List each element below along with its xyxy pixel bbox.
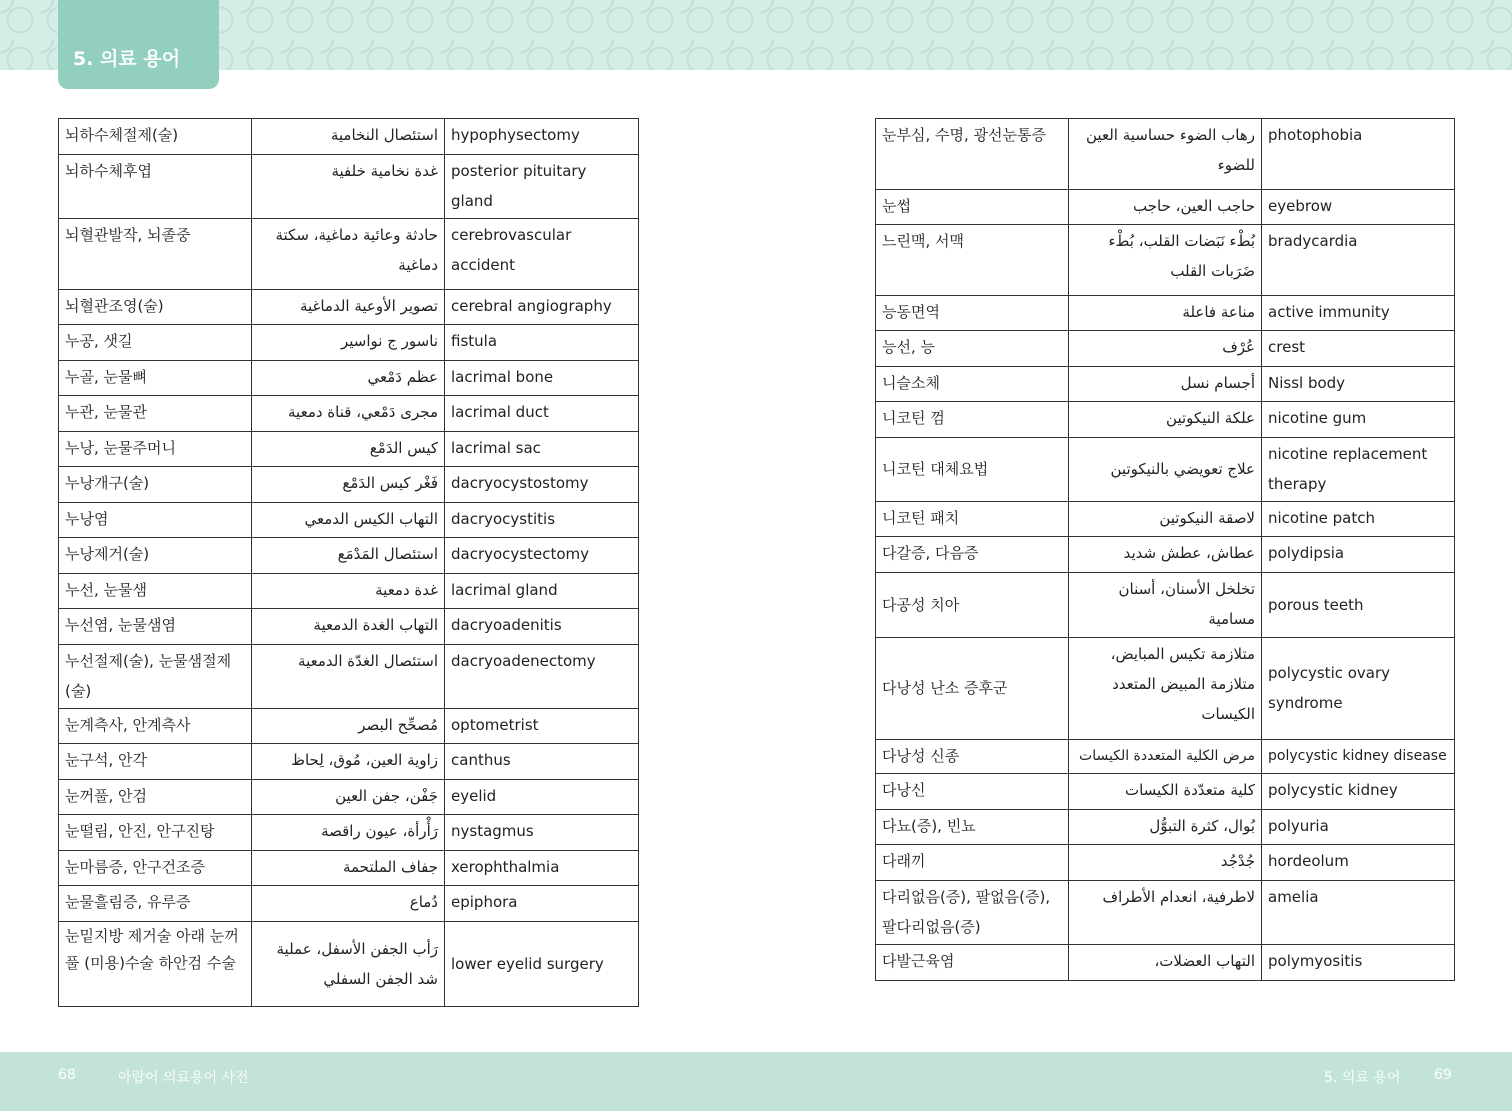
english-term: xerophthalmia: [445, 851, 639, 886]
arabic-term: غدة نخامية خلفية: [252, 155, 445, 219]
korean-term: 누낭제거(술): [59, 538, 252, 574]
table-row: [876, 190, 1455, 225]
arabic-term: لاطرفية، انعدام الأطراف: [1069, 881, 1262, 945]
arabic-term: جَفْن، جفن العين: [252, 780, 445, 815]
arabic-term: ناسور ج نواسير: [252, 325, 445, 361]
page-footer: [0, 1052, 1512, 1111]
english-term: eyebrow: [1262, 190, 1455, 225]
arabic-term: بُوال، كثرة التبوُّل: [1069, 810, 1262, 845]
english-term: lacrimal gland: [445, 574, 639, 609]
table-row: [59, 815, 639, 851]
english-term: dacryoadenitis: [445, 609, 639, 645]
table-row: [876, 367, 1455, 402]
english-term: nicotine replacement therapy: [1262, 438, 1455, 502]
table-row: [876, 438, 1455, 502]
korean-term: 눈마름증, 안구건조증: [59, 851, 252, 886]
header-pattern-band: [0, 0, 1512, 70]
english-term: lacrimal duct: [445, 396, 639, 432]
english-term: Nissl body: [1262, 367, 1455, 402]
table-row: [876, 845, 1455, 881]
english-term: dacryocystostomy: [445, 467, 639, 503]
arabic-term: كلية متعدّدة الكيسات: [1069, 774, 1262, 810]
arabic-term: التهاب الكيس الدمعي: [252, 503, 445, 538]
korean-term: 다래끼: [876, 845, 1069, 881]
korean-term: 다리없음(증), 팔없음(증), 팔다리없음(증): [876, 881, 1069, 945]
chapter-footer-title: 5. 의료 용어: [1324, 1070, 1401, 1086]
table-row: [59, 361, 639, 396]
korean-term: 눈떨림, 안진, 안구진탕: [59, 815, 252, 851]
korean-term: 누골, 눈물뼈: [59, 361, 252, 396]
english-term: bradycardia: [1262, 225, 1455, 296]
table-row: [59, 645, 639, 709]
korean-term: 능선, 능: [876, 331, 1069, 367]
arabic-term: لاصقة النيكوتين: [1069, 502, 1262, 537]
table-row: [59, 886, 639, 922]
chapter-title: 5. 의료 용어: [73, 48, 181, 70]
table-row: [876, 296, 1455, 331]
arabic-term: تصوير الأوعية الدماغية: [252, 290, 445, 325]
korean-term: 니코틴 대체요법: [876, 438, 1069, 502]
table-row: [876, 573, 1455, 638]
arabic-term: كيس الدَمْع: [252, 432, 445, 467]
english-term: dacryoadenectomy: [445, 645, 639, 709]
table-row: [876, 810, 1455, 845]
table-row: [59, 922, 639, 1007]
arabic-term: تخلخل الأسنان، أسنان مسامية: [1069, 573, 1262, 638]
english-term: optometrist: [445, 709, 639, 744]
arabic-term: استئصال الغدّة الدمعية: [252, 645, 445, 709]
korean-term: 눈물흘림증, 유루증: [59, 886, 252, 922]
korean-term: 다갈증, 다음증: [876, 537, 1069, 573]
english-term: polymyositis: [1262, 945, 1455, 981]
arabic-term: عُرْف: [1069, 331, 1262, 367]
table-row: [59, 119, 639, 155]
korean-term: 누낭, 눈물주머니: [59, 432, 252, 467]
table-row: [876, 402, 1455, 438]
table-row: [59, 609, 639, 645]
korean-term: 눈꺼풀, 안검: [59, 780, 252, 815]
korean-term: 니슬소체: [876, 367, 1069, 402]
table-row: [59, 744, 639, 780]
english-term: dacryocystitis: [445, 503, 639, 538]
right-page-number: 69: [1434, 1067, 1452, 1083]
korean-term: 누관, 눈물관: [59, 396, 252, 432]
arabic-term: حادثة وعائية دماغية، سكتة دماغية: [252, 219, 445, 290]
english-term: crest: [1262, 331, 1455, 367]
english-term: lower eyelid surgery: [445, 922, 639, 1007]
arabic-term: فَغْر كيس الدَمْع: [252, 467, 445, 503]
table-row: [59, 503, 639, 538]
english-term: nystagmus: [445, 815, 639, 851]
korean-term: 눈계측사, 안계측사: [59, 709, 252, 744]
table-row: [59, 851, 639, 886]
arabic-term: رهاب الضوء حساسية العين للضوء: [1069, 119, 1262, 190]
arabic-term: غدة دمعية: [252, 574, 445, 609]
korean-term: 니코틴 껌: [876, 402, 1069, 438]
table-row: [59, 709, 639, 744]
english-term: porous teeth: [1262, 573, 1455, 638]
chapter-tab: [58, 0, 219, 89]
english-term: active immunity: [1262, 296, 1455, 331]
table-row: [59, 219, 639, 290]
english-term: lacrimal sac: [445, 432, 639, 467]
english-term: photophobia: [1262, 119, 1455, 190]
korean-term: 누선절제(술), 눈물샘절제(술): [59, 645, 252, 709]
arabic-term: علكة النيكوتين: [1069, 402, 1262, 438]
table-row: [59, 780, 639, 815]
table-row: [59, 467, 639, 503]
book-title: 아랍어 의료용어 사전: [118, 1070, 249, 1086]
table-row: [876, 502, 1455, 537]
korean-term: 누낭염: [59, 503, 252, 538]
table-row: [59, 432, 639, 467]
table-row: [59, 396, 639, 432]
korean-term: 누선, 눈물샘: [59, 574, 252, 609]
table-row: [876, 537, 1455, 573]
english-term: polycystic kidney: [1262, 774, 1455, 810]
arabic-term: استئصال النخامية: [252, 119, 445, 155]
table-row: [876, 774, 1455, 810]
arabic-term: دُماع: [252, 886, 445, 922]
korean-term: 뇌하수체절제(술): [59, 119, 252, 155]
english-term: canthus: [445, 744, 639, 780]
arabic-term: التهاب العضلات،: [1069, 945, 1262, 981]
table-row: [876, 740, 1455, 774]
arabic-term: أجسام نسل: [1069, 367, 1262, 402]
table-row: [59, 155, 639, 219]
table-row: [876, 638, 1455, 740]
english-term: eyelid: [445, 780, 639, 815]
english-term: cerebral angiography: [445, 290, 639, 325]
arabic-term: التهاب الغدة الدمعية: [252, 609, 445, 645]
english-term: polycystic kidney disease: [1262, 740, 1455, 774]
korean-term: 다낭성 난소 증후군: [876, 638, 1069, 740]
korean-term: 다뇨(증), 빈뇨: [876, 810, 1069, 845]
korean-term: 누선염, 눈물샘염: [59, 609, 252, 645]
left-page-number: 68: [58, 1067, 76, 1083]
korean-term: 니코틴 패치: [876, 502, 1069, 537]
table-row: [59, 538, 639, 574]
korean-term: 다발근육염: [876, 945, 1069, 981]
korean-term: 다공성 치아: [876, 573, 1069, 638]
table-row: [59, 325, 639, 361]
arabic-term: استئصال المَدْمَع: [252, 538, 445, 574]
arabic-term: جُدْجُد: [1069, 845, 1262, 881]
table-row: [876, 331, 1455, 367]
arabic-term: رَأْرأة، عيون راقصة: [252, 815, 445, 851]
korean-term: 뇌혈관발작, 뇌졸중: [59, 219, 252, 290]
korean-term: 눈밑지방 제거술 아래 눈꺼풀 (미용)수술 하안검 수술: [59, 922, 252, 1007]
korean-term: 눈부심, 수명, 광선눈통증: [876, 119, 1069, 190]
arabic-term: بُطْء نَبَضات القلب، بُطْء ضَرَبات القلب: [1069, 225, 1262, 296]
korean-term: 다낭성 신종: [876, 740, 1069, 774]
arabic-term: زاوية العين، مُوق، لِحاظ: [252, 744, 445, 780]
english-term: posterior pituitary gland: [445, 155, 639, 219]
arabic-term: مرض الكلية المتعددة الكيسات: [1069, 740, 1262, 774]
english-term: cerebrovascular accident: [445, 219, 639, 290]
english-term: fistula: [445, 325, 639, 361]
arabic-term: جفاف الملتحمة: [252, 851, 445, 886]
english-term: hordeolum: [1262, 845, 1455, 881]
korean-term: 뇌혈관조영(술): [59, 290, 252, 325]
korean-term: 능동면역: [876, 296, 1069, 331]
english-term: polycystic ovary syndrome: [1262, 638, 1455, 740]
korean-term: 눈썹: [876, 190, 1069, 225]
korean-term: 누낭개구(술): [59, 467, 252, 503]
arabic-term: عطاش، عطش شديد: [1069, 537, 1262, 573]
english-term: amelia: [1262, 881, 1455, 945]
arabic-term: رَأب الجفن الأسفل، عملية شد الجفن السفلي: [252, 922, 445, 1007]
table-row: [59, 290, 639, 325]
arabic-term: مُصحِّح البصر: [252, 709, 445, 744]
korean-term: 누공, 샛길: [59, 325, 252, 361]
table-row: [876, 881, 1455, 945]
table-row: [59, 574, 639, 609]
arabic-term: علاج تعويضي بالنيكوتين: [1069, 438, 1262, 502]
english-term: epiphora: [445, 886, 639, 922]
english-term: polyuria: [1262, 810, 1455, 845]
table-row: [876, 225, 1455, 296]
arabic-term: مجرى دَمْعي، قناة دمعية: [252, 396, 445, 432]
english-term: dacryocystectomy: [445, 538, 639, 574]
arabic-term: متلازمة تكيس المبايض، متلازمة المبيض المتعدد الكيسات: [1069, 638, 1262, 740]
arabic-term: مناعة فاعلة: [1069, 296, 1262, 331]
left-terms-table: [58, 118, 639, 1007]
korean-term: 눈구석, 안각: [59, 744, 252, 780]
table-row: [876, 119, 1455, 190]
english-term: polydipsia: [1262, 537, 1455, 573]
table-row: [876, 945, 1455, 981]
right-terms-table: [875, 118, 1455, 981]
english-term: nicotine gum: [1262, 402, 1455, 438]
korean-term: 뇌하수체후엽: [59, 155, 252, 219]
english-term: hypophysectomy: [445, 119, 639, 155]
arabic-term: عظم دَمْعي: [252, 361, 445, 396]
korean-term: 느린맥, 서맥: [876, 225, 1069, 296]
arabic-term: حاجب العين، حاجب: [1069, 190, 1262, 225]
english-term: lacrimal bone: [445, 361, 639, 396]
korean-term: 다낭신: [876, 774, 1069, 810]
english-term: nicotine patch: [1262, 502, 1455, 537]
